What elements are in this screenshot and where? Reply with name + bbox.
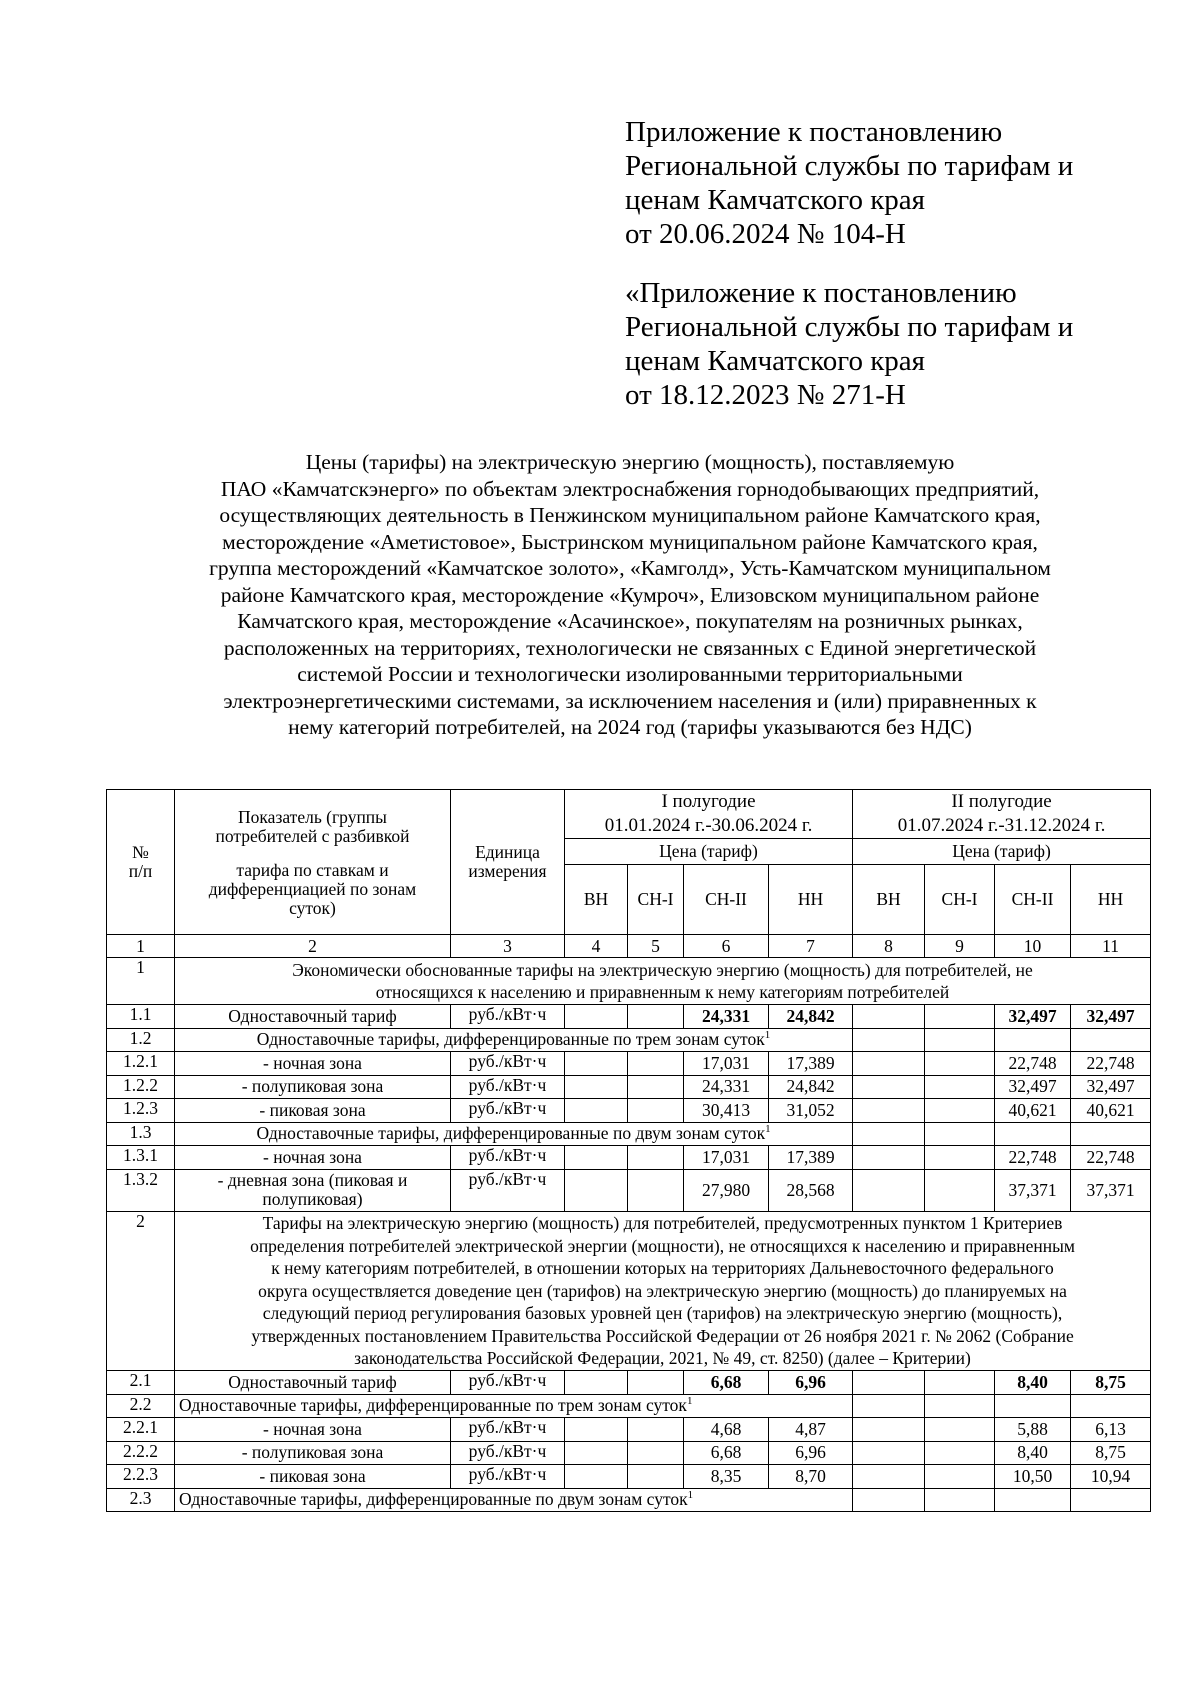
- tariff-value: [853, 1075, 925, 1099]
- tariff-value: 6,13: [1071, 1418, 1151, 1442]
- appendix-line: от 20.06.2024 № 104-Н: [625, 218, 906, 250]
- table-row: [107, 1394, 1151, 1418]
- tariff-value: [853, 1005, 925, 1029]
- title-line: электроэнергетическими системами, за исключением населения и (или) приравненных к: [223, 688, 1037, 713]
- column-number: 8: [853, 935, 925, 958]
- indicator-name: Одноставочный тариф: [175, 1005, 451, 1029]
- tariff-value: [628, 1465, 684, 1489]
- indicator-name: - ночная зона: [175, 1418, 451, 1442]
- tariff-value: 8,70: [769, 1465, 853, 1489]
- tariff-value: 24,331: [684, 1005, 769, 1029]
- tariff-value: [853, 1465, 925, 1489]
- tariff-value: 22,748: [995, 1146, 1071, 1170]
- tariff-value: [853, 1371, 925, 1395]
- tariff-value: 28,568: [769, 1169, 853, 1211]
- row-number: 1.3: [107, 1122, 175, 1146]
- empty-cell: [853, 1394, 925, 1418]
- subsection-heading-text: Одноставочные тарифы, дифференцированные по трем зонам суток: [179, 1395, 687, 1416]
- section-heading-line: утвержденных постановлением Правительства Российской Федерации от 26 ноября 2021 г. № 2062 (Собрание: [251, 1325, 1074, 1346]
- row-number: 1.2.1: [107, 1052, 175, 1076]
- row-number: 2: [107, 1211, 175, 1371]
- subsection-heading-text: Одноставочные тарифы, дифференцированные по трем зонам суток: [256, 1029, 765, 1050]
- tariff-value: 40,621: [995, 1099, 1071, 1123]
- table-row: [107, 1122, 1151, 1146]
- column-number: 4: [565, 935, 628, 958]
- tariff-value: 32,497: [1071, 1075, 1151, 1099]
- unit-cell: руб./кВт·ч: [451, 1005, 565, 1029]
- tariff-value: [628, 1052, 684, 1076]
- tariff-value: [628, 1418, 684, 1442]
- row-number: 2.2.1: [107, 1418, 175, 1442]
- tariff-value: [853, 1052, 925, 1076]
- tariff-value: 32,497: [1071, 1005, 1151, 1029]
- footnote-marker: 1: [686, 1395, 693, 1408]
- tariff-value: [565, 1052, 628, 1076]
- section-heading-line: округа осуществляется доведение цен (тарифов) на электрическую энергию (мощность) до планируемых на: [258, 1280, 1067, 1301]
- tariff-value: [925, 1465, 995, 1489]
- table-row: [107, 1028, 1151, 1052]
- tariff-value: [925, 1418, 995, 1442]
- appendix-line: ценам Камчатского края: [625, 345, 926, 377]
- header-unit: Единица измерения: [451, 790, 565, 935]
- row-number: 1.2.3: [107, 1099, 175, 1123]
- tariff-value: 24,842: [769, 1075, 853, 1099]
- tariff-value: 8,75: [1071, 1371, 1151, 1395]
- title-line: группа месторождений «Камчатское золото», «Камголд», Усть-Камчатском муниципальном: [209, 556, 1051, 580]
- section-heading-line: Тарифы на электрическую энергию (мощность) для потребителей, предусмотренных пунктом 1 Критериев: [262, 1213, 1063, 1233]
- table-row: [107, 1465, 1151, 1489]
- row-number: 1: [107, 958, 175, 1005]
- tariff-value: 27,980: [684, 1169, 769, 1211]
- tariff-value: 17,389: [769, 1146, 853, 1170]
- indicator-name: - пиковая зона: [175, 1465, 451, 1489]
- tariff-value: 32,497: [995, 1005, 1071, 1029]
- tariff-value: [853, 1169, 925, 1211]
- tariff-value: 8,35: [684, 1465, 769, 1489]
- tariff-value: [565, 1005, 628, 1029]
- table-row: [107, 1441, 1151, 1465]
- section-heading: [175, 958, 1151, 1005]
- tariff-value: [628, 1169, 684, 1211]
- empty-cell: [1071, 1488, 1151, 1512]
- column-number: 3: [451, 935, 565, 958]
- table-row: [107, 1418, 1151, 1442]
- header-row-number: № п/п: [107, 790, 175, 935]
- empty-cell: [995, 1028, 1071, 1052]
- tariff-value: 8,40: [995, 1371, 1071, 1395]
- tariff-value: 6,96: [769, 1371, 853, 1395]
- column-number: 1: [107, 935, 175, 958]
- row-number: 2.1: [107, 1371, 175, 1395]
- tariff-value: 24,842: [769, 1005, 853, 1029]
- subsection-heading: [175, 1488, 853, 1512]
- tariff-value: [925, 1371, 995, 1395]
- empty-cell: [925, 1028, 995, 1052]
- header-price-second-half: Цена (тариф): [853, 839, 1151, 865]
- tariff-value: [628, 1371, 684, 1395]
- tariff-value: [853, 1418, 925, 1442]
- empty-cell: [995, 1122, 1071, 1146]
- footnote-marker: 1: [687, 1489, 694, 1502]
- row-number: 2.2.2: [107, 1441, 175, 1465]
- tariff-value: 22,748: [1071, 1146, 1151, 1170]
- table-row: [107, 1211, 1151, 1371]
- indicator-name: - ночная зона: [175, 1052, 451, 1076]
- tariff-table: [106, 789, 1151, 1512]
- tariff-value: [628, 1099, 684, 1123]
- empty-cell: [853, 1488, 925, 1512]
- indicator-name: - полупиковая зона: [175, 1075, 451, 1099]
- row-number: 2.2: [107, 1394, 175, 1418]
- unit-cell: руб./кВт·ч: [451, 1052, 565, 1076]
- unit-cell: руб./кВт·ч: [451, 1371, 565, 1395]
- header-second-half-year: II полугодие 01.07.2024 г.-31.12.2024 г.: [853, 790, 1151, 839]
- footnote-marker: 1: [764, 1029, 771, 1042]
- tariff-value: 6,68: [684, 1441, 769, 1465]
- tariff-value: 17,031: [684, 1052, 769, 1076]
- table-row: [107, 1146, 1151, 1170]
- tariff-value: [628, 1146, 684, 1170]
- unit-cell: руб./кВт·ч: [451, 1146, 565, 1170]
- header-voltage-level: СН-I: [628, 865, 684, 935]
- unit-cell: руб./кВт·ч: [451, 1075, 565, 1099]
- unit-cell: руб./кВт·ч: [451, 1418, 565, 1442]
- section-heading-line: законодательства Российской Федерации, 2021, № 49, ст. 8250) (далее – Критерии): [354, 1348, 971, 1368]
- tariff-value: 24,331: [684, 1075, 769, 1099]
- appendix-line: Приложение к постановлению: [625, 116, 1003, 148]
- indicator-name-line: полупиковая): [262, 1189, 363, 1209]
- appendix-line: Региональной службы по тарифам и: [625, 311, 1074, 343]
- tariff-value: 4,68: [684, 1418, 769, 1442]
- header-voltage-level: СН-II: [995, 865, 1071, 935]
- empty-cell: [1071, 1122, 1151, 1146]
- title-line: расположенных на территориях, технологически не связанных с Единой энергетической: [223, 635, 1037, 660]
- unit-cell: руб./кВт·ч: [451, 1099, 565, 1123]
- table-row: [107, 1052, 1151, 1076]
- subsection-heading: [175, 1394, 853, 1418]
- appendix-line: от 18.12.2023 № 271-Н: [625, 379, 906, 411]
- appendix-line: Региональной службы по тарифам и: [625, 150, 1074, 182]
- unit-cell: руб./кВт·ч: [451, 1169, 565, 1211]
- column-number: 5: [628, 935, 684, 958]
- header-first-half-year: I полугодие 01.01.2024 г.-30.06.2024 г.: [565, 790, 853, 839]
- subsection-heading-text: Одноставочные тарифы, дифференцированные по двум зонам суток: [256, 1123, 766, 1144]
- title-line: Цены (тарифы) на электрическую энергию (мощность), поставляемую: [305, 450, 955, 474]
- empty-cell: [925, 1488, 995, 1512]
- subsection-heading: [175, 1028, 853, 1052]
- empty-cell: [1071, 1394, 1151, 1418]
- title-line: районе Камчатского края, месторождение «Кумроч», Елизовском муниципальном районе: [220, 582, 1040, 607]
- tariff-value: 8,75: [1071, 1441, 1151, 1465]
- header-voltage-level: ВН: [565, 865, 628, 935]
- tariff-value: 22,748: [1071, 1052, 1151, 1076]
- tariff-value: 17,389: [769, 1052, 853, 1076]
- indicator-name: [175, 1169, 451, 1211]
- tariff-value: [925, 1169, 995, 1211]
- header-voltage-level: ВН: [853, 865, 925, 935]
- tariff-value: 31,052: [769, 1099, 853, 1123]
- tariff-value: [565, 1099, 628, 1123]
- appendix-current-reference: [625, 115, 1165, 251]
- column-number: 11: [1071, 935, 1151, 958]
- section-heading: [175, 1211, 1151, 1371]
- unit-cell: руб./кВт·ч: [451, 1465, 565, 1489]
- header-voltage-level: СН-I: [925, 865, 995, 935]
- appendix-line: ценам Камчатского края: [625, 184, 926, 216]
- tariff-value: [925, 1099, 995, 1123]
- table-row: [107, 1488, 1151, 1512]
- empty-cell: [995, 1488, 1071, 1512]
- tariff-value: 4,87: [769, 1418, 853, 1442]
- tariff-value: [853, 1099, 925, 1123]
- row-number: 2.2.3: [107, 1465, 175, 1489]
- section-heading-line: следующий период регулирования базовых уровней цен (тарифов) на электрическую энергию (мощность),: [262, 1303, 1063, 1323]
- empty-cell: [853, 1122, 925, 1146]
- header-voltage-level: НН: [769, 865, 853, 935]
- indicator-name: - ночная зона: [175, 1146, 451, 1170]
- tariff-value: [565, 1371, 628, 1395]
- indicator-name: - полупиковая зона: [175, 1441, 451, 1465]
- tariff-value: 5,88: [995, 1418, 1071, 1442]
- header-voltage-level: НН: [1071, 865, 1151, 935]
- indicator-name: Одноставочный тариф: [175, 1371, 451, 1395]
- row-number: 1.1: [107, 1005, 175, 1029]
- tariff-value: 32,497: [995, 1075, 1071, 1099]
- subsection-heading-text: Одноставочные тарифы, дифференцированные по двум зонам суток: [179, 1489, 688, 1510]
- tariff-value: 30,413: [684, 1099, 769, 1123]
- subsection-heading: [175, 1122, 853, 1146]
- column-number: 2: [175, 935, 451, 958]
- tariff-value: [925, 1005, 995, 1029]
- tariff-value: 6,96: [769, 1441, 853, 1465]
- section-heading-line: определения потребителей электрической энергии (мощности), не относящихся к населению и приравненным: [250, 1235, 1075, 1256]
- table-row: [107, 958, 1151, 1005]
- tariff-value: [628, 1075, 684, 1099]
- tariff-value: 6,68: [684, 1371, 769, 1395]
- title-line: осуществляющих деятельность в Пенжинском муниципальном районе Камчатского края,: [219, 503, 1041, 527]
- empty-cell: [995, 1394, 1071, 1418]
- table-row: [107, 1371, 1151, 1395]
- title-line: ПАО «Камчатскэнерго» по объектам электроснабжения горнодобывающих предприятий,: [220, 476, 1040, 501]
- table-row: [107, 1099, 1151, 1123]
- tariff-value: [925, 1075, 995, 1099]
- tariff-value: 40,621: [1071, 1099, 1151, 1123]
- unit-cell: руб./кВт·ч: [451, 1441, 565, 1465]
- indicator-name-line: - дневная зона (пиковая и: [217, 1170, 408, 1190]
- tariff-value: [628, 1005, 684, 1029]
- tariff-value: [565, 1465, 628, 1489]
- tariff-value: [925, 1441, 995, 1465]
- row-number: 1.3.2: [107, 1169, 175, 1211]
- tariff-value: [853, 1441, 925, 1465]
- column-number: 10: [995, 935, 1071, 958]
- header-indicator: Показатель (группы потребителей с разбивкой тарифа по ставкам и дифференциацией по зонам суток): [175, 790, 451, 935]
- document-title: [130, 449, 1130, 741]
- empty-cell: [925, 1394, 995, 1418]
- tariff-value: [565, 1146, 628, 1170]
- tariff-value: 17,031: [684, 1146, 769, 1170]
- empty-cell: [1071, 1028, 1151, 1052]
- tariff-value: 37,371: [995, 1169, 1071, 1211]
- tariff-value: 10,50: [995, 1465, 1071, 1489]
- table-row: [107, 1005, 1151, 1029]
- row-number: 1.3.1: [107, 1146, 175, 1170]
- tariff-value: 37,371: [1071, 1169, 1151, 1211]
- section-heading-line: относящихся к населению и приравненным к нему категориям потребителей: [375, 982, 950, 1002]
- row-number: 1.2.2: [107, 1075, 175, 1099]
- header-price-first-half: Цена (тариф): [565, 839, 853, 865]
- section-heading-line: Экономически обоснованные тарифы на электрическую энергию (мощность) для потребителей, не: [292, 959, 1033, 980]
- title-line: месторождение «Аметистовое», Быстринском муниципальном районе Камчатского края,: [222, 529, 1038, 554]
- section-heading-line: к нему категориям потребителей, в отношении которых на территориях Дальневосточного федерального: [271, 1258, 1054, 1278]
- table-row: [107, 1075, 1151, 1099]
- header-voltage-level: СН-II: [684, 865, 769, 935]
- column-number: 6: [684, 935, 769, 958]
- tariff-value: [565, 1169, 628, 1211]
- footnote-marker: 1: [765, 1123, 771, 1136]
- tariff-value: [925, 1146, 995, 1170]
- tariff-value: [853, 1146, 925, 1170]
- column-number: 9: [925, 935, 995, 958]
- tariff-value: 8,40: [995, 1441, 1071, 1465]
- title-line: Камчатского края, месторождение «Асачинское», покупателям на розничных рынках,: [237, 609, 1023, 633]
- tariff-value: [628, 1441, 684, 1465]
- tariff-value: [565, 1075, 628, 1099]
- title-line: системой России и технологически изолированными территориальными: [297, 662, 963, 686]
- tariff-value: 10,94: [1071, 1465, 1151, 1489]
- appendix-previous-reference: [625, 276, 1165, 412]
- title-line: нему категорий потребителей, на 2024 год (тарифы указываются без НДС): [288, 715, 972, 739]
- column-number: 7: [769, 935, 853, 958]
- row-number: 2.3: [107, 1488, 175, 1512]
- appendix-line: «Приложение к постановлению: [625, 277, 1017, 309]
- indicator-name: - пиковая зона: [175, 1099, 451, 1123]
- table-row: [107, 1169, 1151, 1211]
- tariff-value: [565, 1441, 628, 1465]
- empty-cell: [925, 1122, 995, 1146]
- empty-cell: [853, 1028, 925, 1052]
- tariff-value: [565, 1418, 628, 1442]
- tariff-value: [925, 1052, 995, 1076]
- row-number: 1.2: [107, 1028, 175, 1052]
- tariff-value: 22,748: [995, 1052, 1071, 1076]
